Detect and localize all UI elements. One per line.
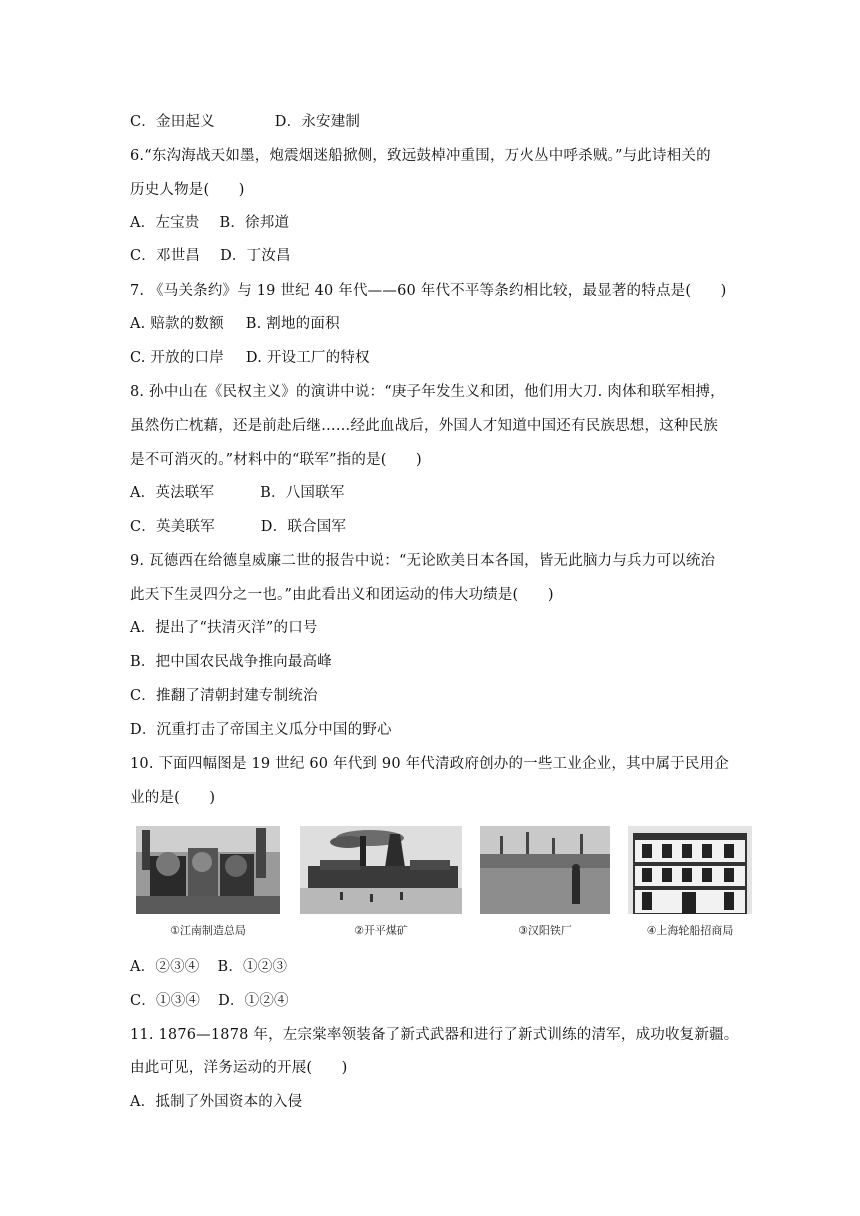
question-line: D．沉重打击了帝国主义瓜分中国的野心 [130, 722, 392, 738]
answer-option: D．丁汝昌 [220, 248, 291, 264]
hanyang-ironworks-photo [480, 826, 610, 914]
photo-3-caption: ③汉阳铁厂 [518, 924, 572, 937]
question-line: A．提出了“扶清灭洋”的口号 [130, 620, 318, 636]
question-line: 历史人物是( ) [130, 182, 245, 198]
shanghai-steamship-photo [628, 826, 752, 914]
question-line: C．推翻了清朝封建专制统治 [130, 688, 318, 704]
question-line: 此天下生灵四分之一也。”由此看出义和团运动的伟大功绩是( ) [130, 587, 554, 603]
question-line: 业的是( ) [130, 790, 216, 806]
question-line: A．抵制了外国资本的入侵 [130, 1094, 303, 1110]
answer-option: B．①②③ [217, 959, 288, 975]
photo-4-caption: ④上海轮船招商局 [646, 924, 734, 937]
jiangnan-arsenal-photo [136, 826, 280, 914]
photo-1-caption: ①江南制造总局 [170, 924, 246, 937]
answer-option: C．邓世昌 [130, 248, 201, 264]
answer-options-line [130, 112, 740, 132]
kaiping-mine-photo [300, 826, 462, 914]
question-line: 7. 《马关条约》与 19 世纪 40 年代——60 年代不平等条约相比较，最显著的特点是( ) [130, 283, 727, 299]
answer-option: B．徐邦道 [219, 215, 290, 231]
answer-options-line [130, 213, 740, 233]
question-line: 6.“东沟海战天如墨，炮震烟迷船掀侧，致远鼓棹冲重围，万火丛中呼杀贼。”与此诗相关的 [130, 148, 711, 164]
answer-option: D．永安建制 [274, 114, 361, 130]
answer-option: D. 开设工厂的特权 [245, 350, 370, 366]
answer-option: C. 开放的口岸 [130, 350, 224, 366]
answer-options-line [130, 957, 740, 977]
question-line: 由此可见，洋务运动的开展( ) [130, 1060, 348, 1076]
question-line: 10. 下面四幅图是 19 世纪 60 年代到 90 年代清政府创办的一些工业企业，其中属于民用企 [130, 756, 729, 772]
answer-option: A．左宝贵 [130, 215, 200, 231]
answer-option: A．②③④ [130, 959, 200, 975]
answer-option: D．联合国军 [260, 519, 347, 535]
question-line: 是不可消灭的。”材料中的“联军”指的是( ) [130, 452, 422, 468]
factory-photos [132, 826, 752, 942]
answer-option: A．英法联军 [130, 485, 215, 501]
photo-2-caption: ②开平煤矿 [354, 924, 408, 937]
answer-option: A. 赔款的数额 [130, 316, 224, 332]
answer-option: D．①②④ [218, 993, 289, 1009]
answer-option: C．金田起义 [130, 114, 215, 130]
answer-options-line [130, 483, 740, 503]
answer-options-line [130, 348, 740, 368]
question-line: 9. 瓦德西在给德皇威廉二世的报告中说：“无论欧美日本各国，皆无此脑力与兵力可以统治 [130, 553, 716, 569]
question-line: 8. 孙中山在《民权主义》的演讲中说：“庚子年发生义和团，他们用大刀. 肉体和联军相搏， [130, 384, 725, 400]
answer-option: B. 割地的面积 [245, 316, 340, 332]
answer-options-line [130, 246, 740, 266]
question-line: 虽然伤亡枕藉，还是前赴后继……经此血战后，外国人才知道中国还有民族思想，这种民族 [130, 418, 718, 434]
answer-options-line [130, 517, 740, 537]
answer-options-line [130, 314, 740, 334]
answer-option: B．八国联军 [260, 485, 345, 501]
answer-options-line [130, 991, 740, 1011]
answer-option: C．①③④ [130, 993, 201, 1009]
question-line: B．把中国农民战争推向最高峰 [130, 654, 332, 670]
question-line: 11. 1876—1878 年，左宗棠率领装备了新式武器和进行了新式训练的清军，成功收复新疆。 [130, 1027, 739, 1043]
answer-option: C．英美联军 [130, 519, 215, 535]
